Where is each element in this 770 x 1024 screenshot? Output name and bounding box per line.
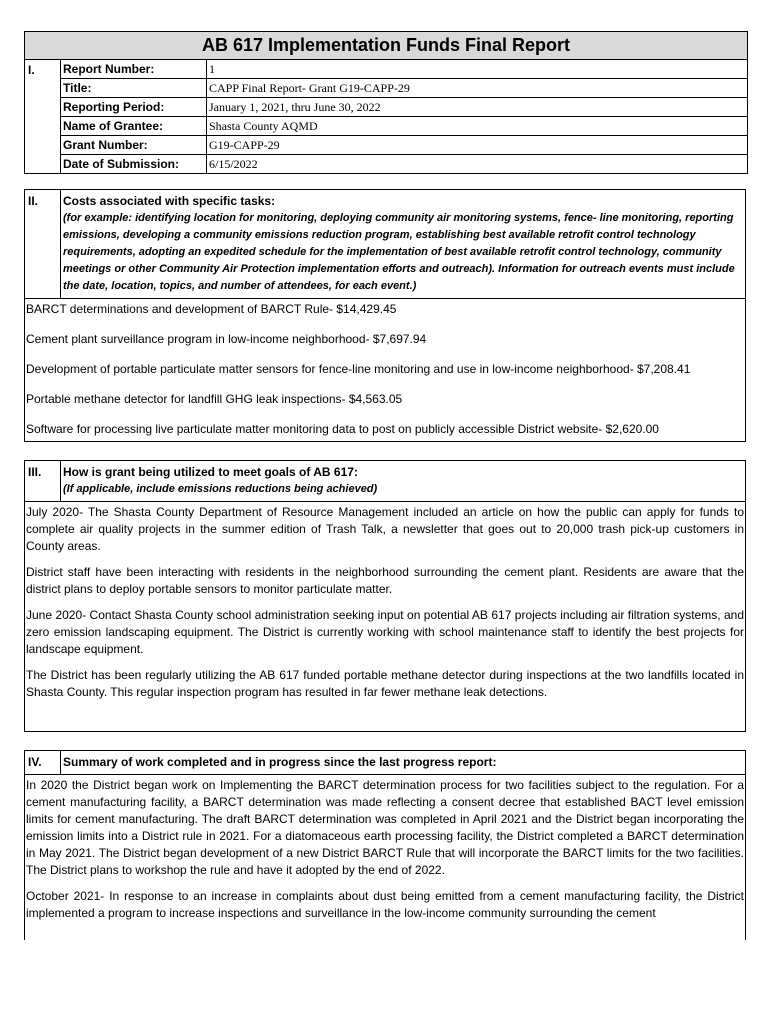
costs-section (24, 189, 746, 442)
info-value: January 1, 2021, thru June 30, 2022 (209, 100, 381, 114)
section-instructions: (If applicable, include emissions reductions being achieved) (63, 483, 378, 495)
info-row (61, 79, 747, 98)
cost-item: Software for processing live particulate matter monitoring data to post on publicly accessible District website- $2,620.00 (26, 422, 659, 436)
section-title: Summary of work completed and in progress since the last progress report: (63, 755, 497, 769)
info-value: G19-CAPP-29 (209, 138, 280, 152)
goals-section (24, 460, 746, 732)
info-row (61, 98, 747, 117)
paragraph: District staff have been interacting with residents in the neighborhood surrounding the cement plant. Residents are aware that the district plans to deploy portable sensors to monitor particulate matter. (26, 565, 744, 596)
work-summary-section (24, 750, 746, 940)
section-header (25, 190, 745, 299)
report-info-grid (61, 60, 747, 173)
cost-item: BARCT determinations and development of BARCT Rule- $14,429.45 (26, 302, 397, 316)
section-instructions: (for example: identifying location for monitoring, deploying community air monitoring systems, fence- line monitoring, reporting emissions, developing a community emissions reduction program, establishing best available retrofit control technology requirements, adopting an expedited schedule for the implementation of best available retrofit control technology, community meetings or other Community Air Protection implementation efforts and outreach). Information for outreach events must include the date, location, topics, and number of attendees, for each event.) (63, 212, 735, 292)
section-number: III. (25, 461, 61, 501)
info-value: 1 (209, 62, 215, 76)
info-label: Date of Submission: (61, 155, 207, 173)
info-label: Name of Grantee: (61, 117, 207, 135)
section-title: Costs associated with specific tasks: (63, 194, 276, 208)
paragraph: July 2020- The Shasta County Department of Resource Management included an article on how the public can apply for funds to complete air quality projects in the summer edition of Trash Talk, a newsletter that goes out to 20,000 trash pick-up customers in County areas. (26, 505, 744, 553)
info-row (61, 117, 747, 136)
info-value: CAPP Final Report- Grant G19-CAPP-29 (209, 81, 410, 95)
section-body (25, 775, 745, 937)
paragraph: October 2021- In response to an increase in complaints about dust being emitted from a cement manufacturing facility, the District implemented a program to increase inspections and surveillance in the low-income community surrounding the cement (26, 889, 744, 920)
section-body (25, 299, 745, 457)
info-row (61, 155, 747, 173)
info-label: Reporting Period: (61, 98, 207, 116)
paragraph: June 2020- Contact Shasta County school administration seeking input on potential AB 617 projects including air filtration systems, and zero emission landscaping equipment. The District is currently working with school maintenance staff to identify the best projects for landscape equipment. (26, 608, 744, 656)
report-info-section (24, 31, 748, 174)
info-value: 6/15/2022 (209, 157, 258, 171)
info-row (61, 60, 747, 79)
section-number: IV. (25, 751, 61, 774)
section-number: I. (25, 60, 61, 173)
section-header (25, 461, 745, 502)
cost-item: Development of portable particulate matter sensors for fence-line monitoring and use in low-income neighborhood- $7,208.41 (26, 362, 691, 376)
section-title: How is grant being utilized to meet goals of AB 617: (63, 465, 358, 479)
section-body (25, 502, 745, 716)
section-number: II. (25, 190, 61, 298)
paragraph: The District has been regularly utilizing the AB 617 funded portable methane detector during inspections at the two landfills located in Shasta County. This regular inspection program has resulted in far fewer methane leak detections. (26, 668, 744, 699)
info-row (61, 136, 747, 155)
cost-item: Portable methane detector for landfill GHG leak inspections- $4,563.05 (26, 392, 403, 406)
info-label: Grant Number: (61, 136, 207, 154)
info-label: Report Number: (61, 60, 207, 78)
info-label: Title: (61, 79, 207, 97)
paragraph: In 2020 the District began work on Implementing the BARCT determination process for two facilities subject to the regulation. For a cement manufacturing facility, a BARCT determination was made reflecting a consent decree that established BACT level emission limits for cement manufacturing. The draft BARCT determination was completed in April 2021 and the District began incorporating the emission limits into a District rule in 2021. For a diatomaceous earth processing facility, the District completed a BARCT determination in May 2021. The District began development of a new District BARCT Rule that will incorporate the BARCT limits for the two facilities. The District plans to workshop the rule and have it adopted by the end of 2022. (26, 778, 744, 877)
cost-item: Cement plant surveillance program in low-income neighborhood- $7,697.94 (26, 332, 427, 346)
section-header (25, 751, 745, 775)
page-title: AB 617 Implementation Funds Final Report (25, 32, 747, 60)
info-value: Shasta County AQMD (209, 119, 318, 133)
